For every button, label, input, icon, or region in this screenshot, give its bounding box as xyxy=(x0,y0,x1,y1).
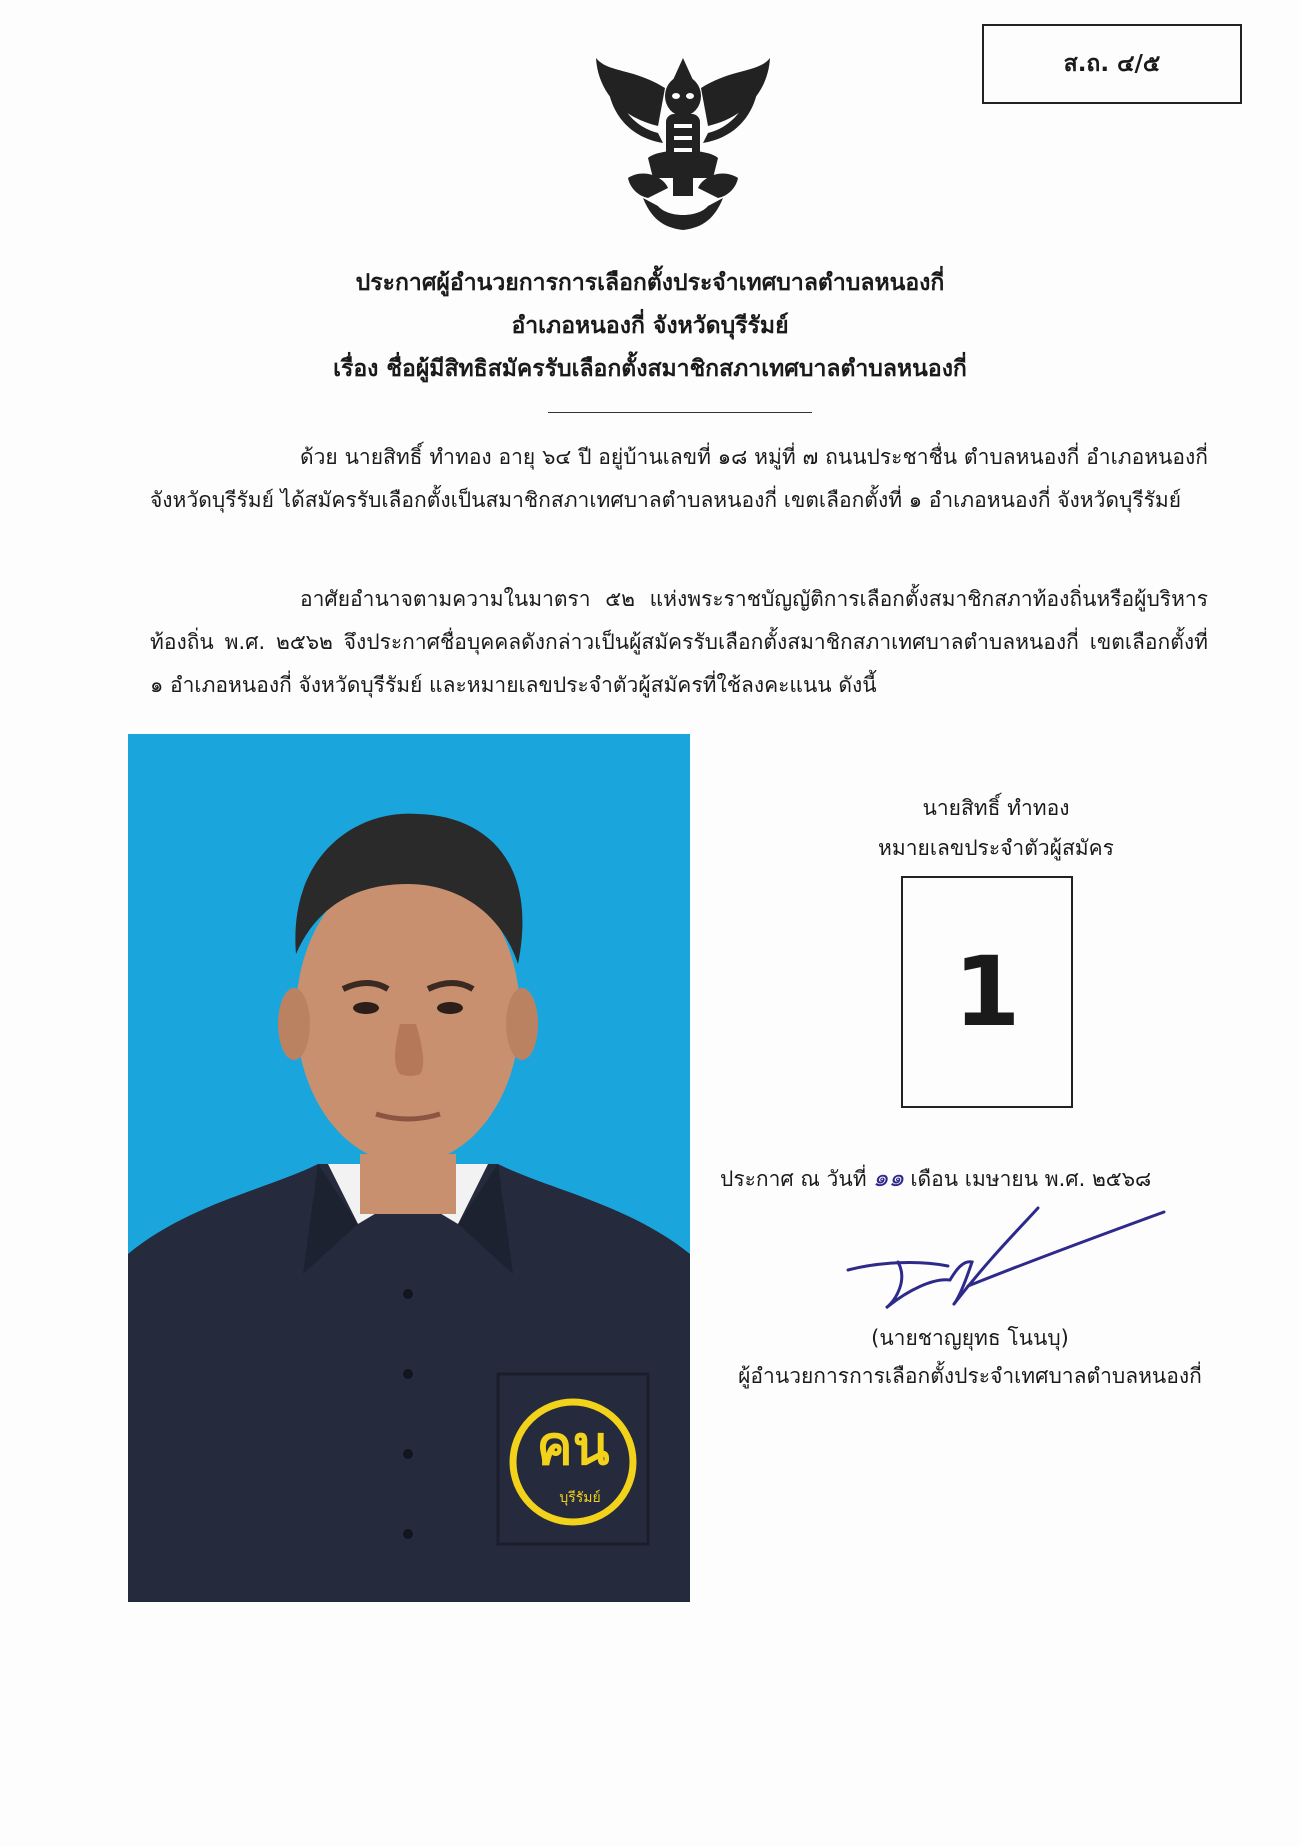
svg-text:บุรีรัมย์: บุรีรัมย์ xyxy=(559,1490,601,1506)
date-suffix: เดือน เมษายน พ.ศ. ๒๕๖๘ xyxy=(910,1167,1152,1191)
signer-name: (นายชาญยุทธ โนนบุ) xyxy=(871,1326,1069,1350)
candidate-photo xyxy=(128,734,690,1602)
announcement-subject: เรื่อง ชื่อผู้มีสิทธิสมัครรับเลือกตั้งสมาชิกสภาเทศบาลตำบลหนองกี่ xyxy=(333,356,967,382)
announcement-title: ประกาศผู้อำนวยการการเลือกตั้งประจำเทศบาลตำบลหนองกี่ xyxy=(355,270,945,296)
signer-title: ผู้อำนวยการการเลือกตั้งประจำเทศบาลตำบลหนองกี่ xyxy=(738,1364,1202,1388)
form-code-box xyxy=(982,24,1242,104)
paragraph-2 xyxy=(150,578,1208,707)
announcement-date xyxy=(720,1158,1151,1198)
paragraph-2-text: อาศัยอำนาจตามความในมาตรา ๕๒ แห่งพระราชบัญญัติการเลือกตั้งสมาชิกสภาท้องถิ่นหรือผู้บริหารท้องถิ่น พ.ศ. ๒๕๖๒ จึงประกาศชื่อบุคคลดังกล่าวเป็นผู้สมัครรับเลือกตั้งสมาชิกสภาเทศบาลตำบลหนองกี่ เขตเลือกตั้งที่ ๑ อำเภอหนองกี่ จังหวัดบุรีรัมย์ และหมายเลขประจำตัวผู้สมัครที่ใช้ลงคะแนน ดังนี้ xyxy=(150,587,1208,697)
date-prefix: ประกาศ ณ วันที่ xyxy=(720,1167,867,1191)
paragraph-1-text: ด้วย นายสิทธิ์ ทำทอง อายุ ๖๔ ปี อยู่บ้านเลขที่ ๑๘ หมู่ที่ ๗ ถนนประชาชื่น ตำบลหนองกี่ อำเภอหนองกี่ จังหวัดบุรีรัมย์ ได้สมัครรับเลือกตั้งเป็นสมาชิกสภาเทศบาลตำบลหนองกี่ เขตเลือกตั้งที่ ๑ อำเภอหนองกี่ จังหวัดบุรีรัมย์ xyxy=(150,445,1208,512)
candidate-number-box xyxy=(901,876,1073,1108)
date-day: ๑๑ xyxy=(872,1163,905,1192)
candidate-number-label: หมายเลขประจำตัวผู้สมัคร xyxy=(878,836,1114,860)
heading-divider xyxy=(548,412,812,413)
svg-text:คน: คน xyxy=(536,1414,610,1477)
handwritten-signature xyxy=(838,1200,1178,1320)
form-code: ส.ถ. ๔/๕ xyxy=(1063,51,1161,77)
garuda-emblem-icon xyxy=(588,48,778,238)
announcement-location: อำเภอหนองกี่ จังหวัดบุรีรัมย์ xyxy=(511,313,789,339)
candidate-number: 1 xyxy=(953,936,1021,1048)
candidate-name: นายสิทธิ์ ทำทอง xyxy=(922,796,1070,820)
paragraph-1 xyxy=(150,436,1208,522)
